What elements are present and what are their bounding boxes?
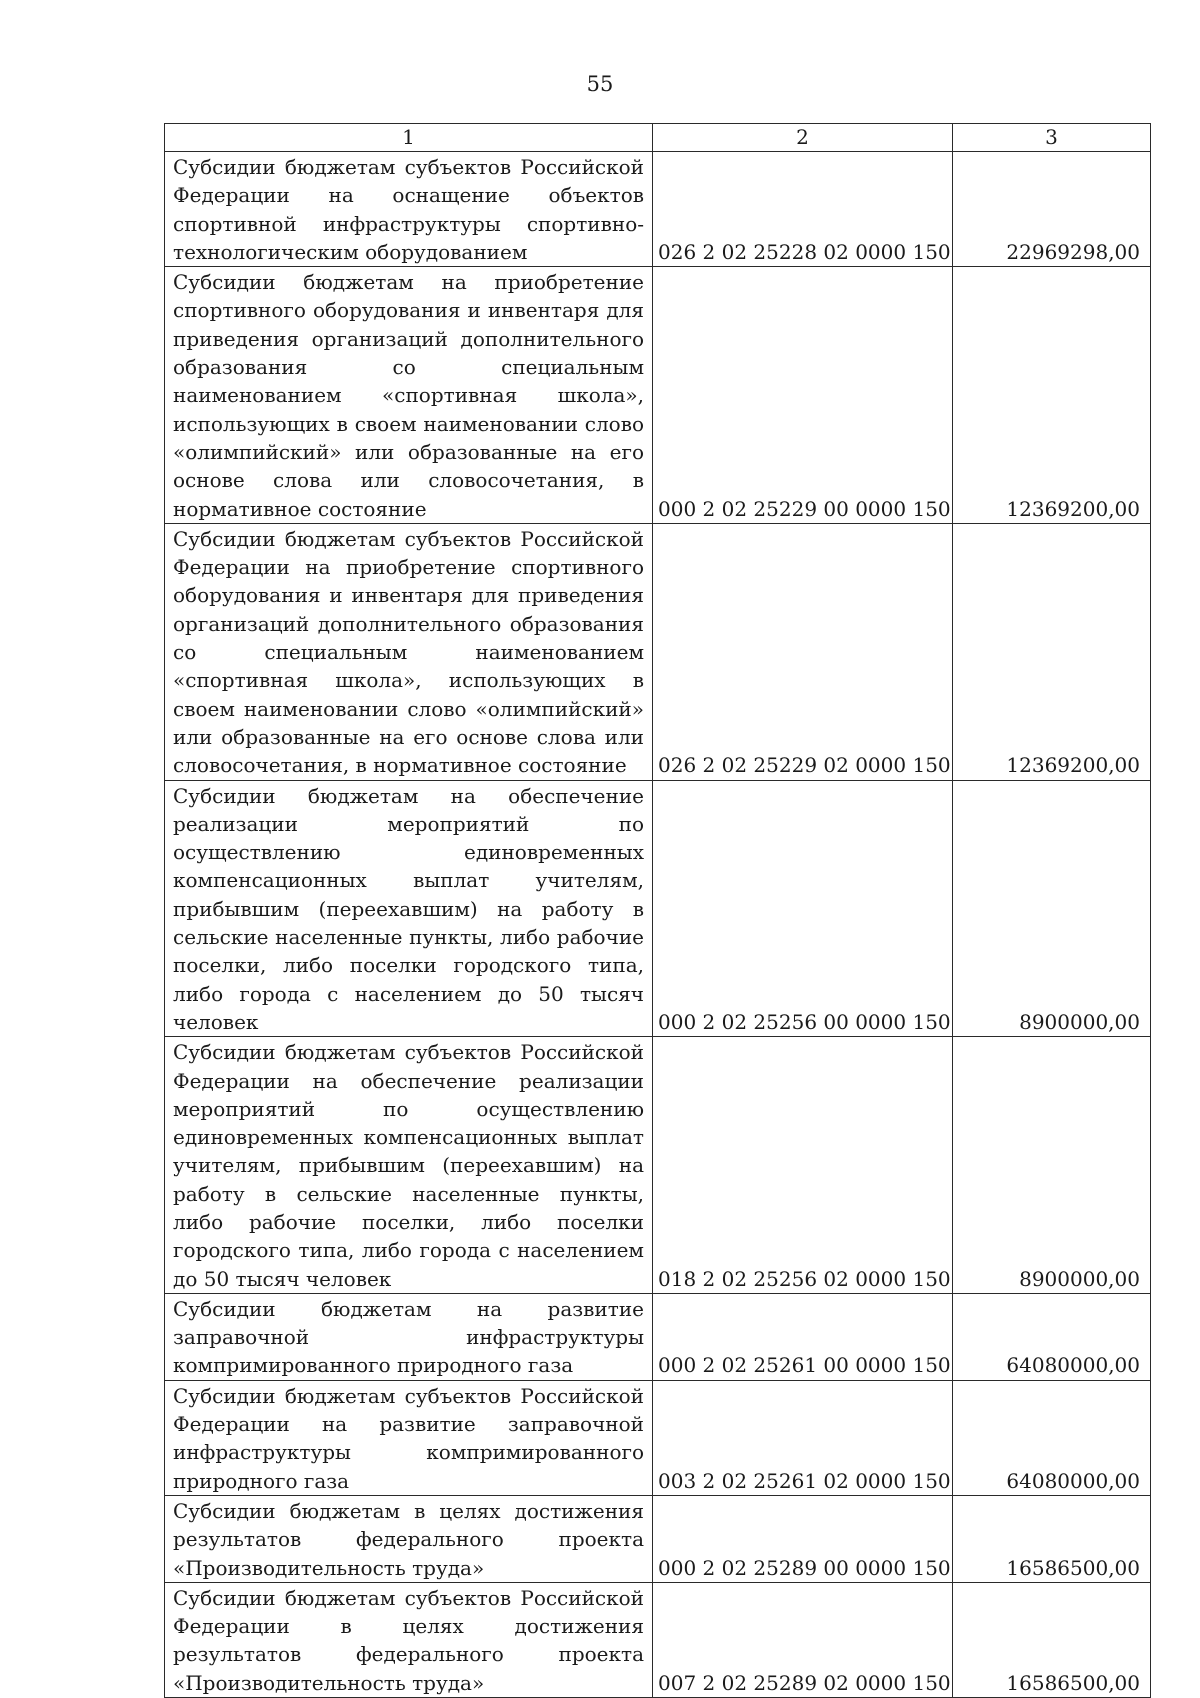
row-budget-code: 000 2 02 25229 00 0000 150 [653, 267, 953, 524]
row-budget-code: 026 2 02 25229 02 0000 150 [653, 523, 953, 780]
row-amount: 12369200,00 [953, 523, 1151, 780]
table-row [165, 1380, 1151, 1495]
column-header-1: 1 [165, 124, 653, 152]
row-amount: 16586500,00 [953, 1582, 1151, 1697]
row-description: Субсидии бюджетам субъектов Российской Федерации на обеспечение реализации мероприятий по осуществлению единовременных компенсационных выплат учителям, прибывшим (переехавшим) на работу в сельские населенные пункты, либо рабочие поселки, либо поселки городского типа, либо города с населением до 50 тысяч человек [165, 1037, 653, 1294]
table-row [165, 1293, 1151, 1380]
row-amount: 8900000,00 [953, 1037, 1151, 1294]
row-amount: 64080000,00 [953, 1293, 1151, 1380]
column-header-3: 3 [953, 124, 1151, 152]
table-row [165, 523, 1151, 780]
budget-table [164, 123, 1151, 1698]
row-amount: 8900000,00 [953, 780, 1151, 1037]
row-budget-code: 007 2 02 25289 02 0000 150 [653, 1582, 953, 1697]
table-row [165, 1495, 1151, 1582]
row-description: Субсидии бюджетам субъектов Российской Федерации на оснащение объектов спортивной инфраструктуры спортивно-технологическим оборудованием [165, 152, 653, 267]
row-description: Субсидии бюджетам на развитие заправочной инфраструктуры компримированного природного газа [165, 1293, 653, 1380]
row-budget-code: 000 2 02 25256 00 0000 150 [653, 780, 953, 1037]
row-budget-code: 018 2 02 25256 02 0000 150 [653, 1037, 953, 1294]
page-number: 55 [586, 72, 614, 96]
table-row [165, 152, 1151, 267]
table-row [165, 780, 1151, 1037]
row-budget-code: 000 2 02 25261 00 0000 150 [653, 1293, 953, 1380]
row-description: Субсидии бюджетам на приобретение спортивного оборудования и инвентаря для приведения организаций дополнительного образования со специальным наименованием «спортивная школа», использующих в своем наименовании слово «олимпийский» или образованные на его основе слова или словосочетания, в нормативное состояние [165, 267, 653, 524]
row-description: Субсидии бюджетам на обеспечение реализации мероприятий по осуществлению единовременных компенсационных выплат учителям, прибывшим (переехавшим) на работу в сельские населенные пункты, либо рабочие поселки, либо поселки городского типа, либо города с населением до 50 тысяч человек [165, 780, 653, 1037]
row-budget-code: 003 2 02 25261 02 0000 150 [653, 1380, 953, 1495]
row-budget-code: 000 2 02 25289 00 0000 150 [653, 1495, 953, 1582]
row-amount: 64080000,00 [953, 1380, 1151, 1495]
row-description: Субсидии бюджетам субъектов Российской Федерации на приобретение спортивного оборудования и инвентаря для приведения организаций дополнительного образования со специальным наименованием «спортивная школа», использующих в своем наименовании слово «олимпийский» или образованные на его основе слова или словосочетания, в нормативное состояние [165, 523, 653, 780]
row-amount: 12369200,00 [953, 267, 1151, 524]
table-row [165, 1037, 1151, 1294]
table-header-row [165, 124, 1151, 152]
column-header-2: 2 [653, 124, 953, 152]
row-description: Субсидии бюджетам субъектов Российской Федерации на развитие заправочной инфраструктуры компримированного природного газа [165, 1380, 653, 1495]
row-amount: 16586500,00 [953, 1495, 1151, 1582]
row-description: Субсидии бюджетам в целях достижения результатов федерального проекта «Производительность труда» [165, 1495, 653, 1582]
table-row [165, 267, 1151, 524]
table-row [165, 1582, 1151, 1697]
row-description: Субсидии бюджетам субъектов Российской Федерации в целях достижения результатов федерального проекта «Производительность труда» [165, 1582, 653, 1697]
row-amount: 22969298,00 [953, 152, 1151, 267]
row-budget-code: 026 2 02 25228 02 0000 150 [653, 152, 953, 267]
